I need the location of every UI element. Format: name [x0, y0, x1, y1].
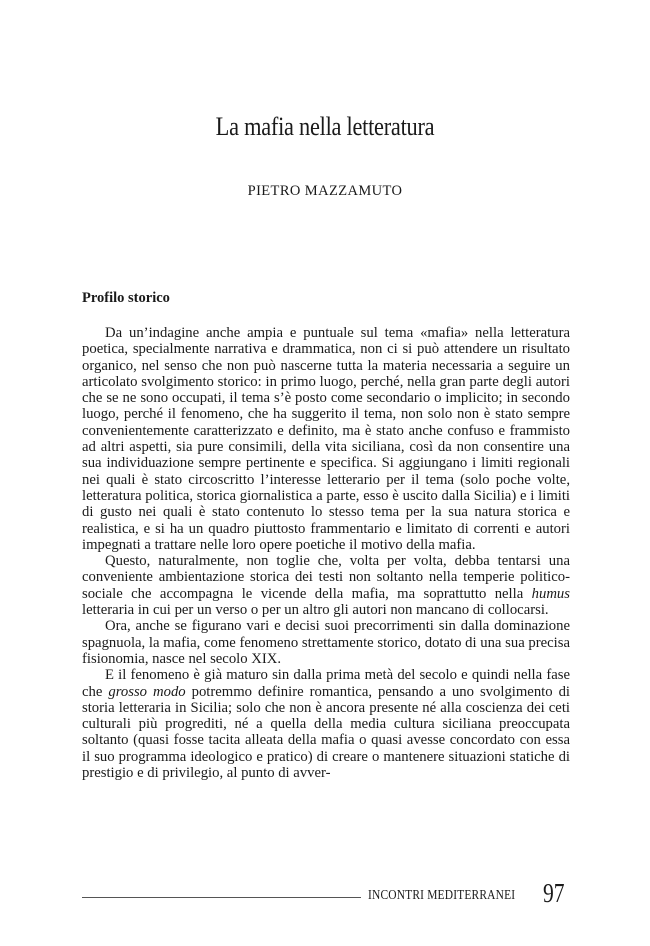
body-paragraph — [82, 553, 570, 618]
body-paragraph — [82, 325, 570, 553]
article-author: PIETRO MAZZAMUTO — [247, 183, 403, 199]
text-run: E il fenomeno è già maturo sin dalla prima metà del secolo e quindi nella fase che — [82, 667, 570, 700]
body-paragraph — [82, 618, 570, 667]
text-run: Questo, naturalmente, non toglie che, volta per volta, debba tentarsi una conveniente ambientazione storica dei testi non soltanto nella temperie politico-sociale che accompagna le vicende della mafia, ma soprattutto nella — [82, 553, 570, 602]
text-run: letteraria in cui per un verso o per un altro gli autori non mancano di collocarsi. — [82, 602, 549, 619]
article-body — [82, 325, 570, 781]
text-run: Ora, anche se figurano vari e decisi suoi precorrimenti sin dalla dominazione spagnuola, la mafia, come fenomeno strettamente storico, dotato di una sua precisa fisionomia, nasce nel secolo XIX. — [82, 618, 570, 667]
italic-run: grosso modo — [108, 683, 186, 700]
footer-journal-name: INCONTRI MEDITERRANEI — [368, 888, 516, 903]
article-title: La mafia nella letteratura — [215, 112, 435, 141]
section-heading: Profilo storico — [82, 290, 170, 306]
text-run: Da un’indagine anche ampia e puntuale sul tema «mafia» nella letteratura poetica, specialmente narrativa e drammatica, non ci si può attendere un risultato organico, nel senso che non può nascerne tutta la materia necessaria a seguire un articolato svolgimento storico: in primo luogo, perché, nella gran parte degli autori che se ne sono occupati, il tema s’è posto come secondario o implicito; in secondo luogo, perché il fenomeno, che ha suggerito il tema, non solo non è stato sempre convenientemente caratterizzato e definito, ma è stato anche confuso e frammisto ad altri aspetti, sia pure consimili, della vita siciliana, così da non consentire una sua individuazione sempre pertinente e specifica. Si aggiungano i limiti regionali nei quali è stato circoscritto l’interesse letterario per il tema (solo poche volte, letteratura politica, storica giornalistica a parte, esso è uscito dalla Sicilia) e i limiti di gusto nei quali è stato contenuto lo stesso tema per la sua natura storica e realistica, e si ha un quadro piuttosto frammentario e limitato di correnti e autori impegnati a trattare nelle loro opere poetiche il motivo della mafia. — [82, 325, 570, 553]
italic-run: humus — [531, 585, 570, 602]
text-run: potremmo definire romantica, pensando a uno svolgimento di storia letteraria in Sicilia; solo che non è ancora presente né alla coscienza dei ceti culturali più progrediti, né a quella della media cultura siciliana preoccupata soltanto (quasi fosse tacita alleata della mafia o quasi avesse concordato con essa il suo programma ideologico e pratico) di creare o mantenere situazioni statiche di prestigio e di privilegio, al punto di avver- — [82, 683, 570, 782]
body-paragraph — [82, 667, 570, 781]
page-number: 97 — [543, 878, 565, 908]
footer-rule — [82, 897, 361, 898]
